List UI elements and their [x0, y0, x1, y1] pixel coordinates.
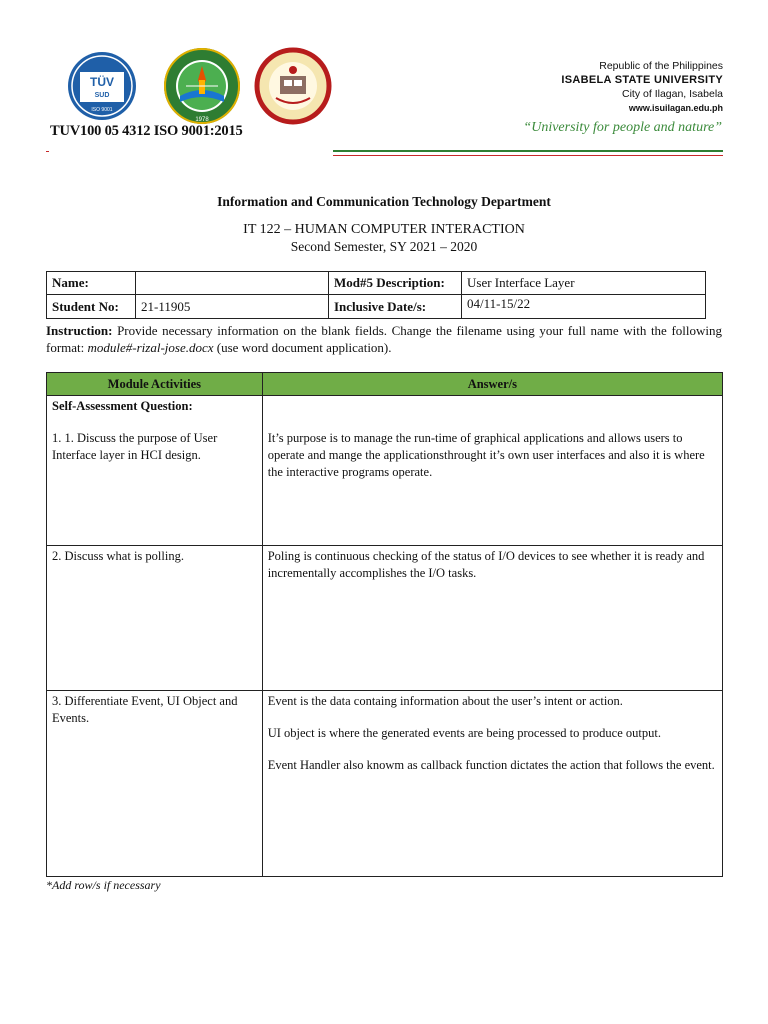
mod-description-label: Mod#5 Description: — [329, 272, 462, 295]
col-header-activities: Module Activities — [47, 373, 263, 396]
university-motto: “University for people and nature” — [523, 120, 722, 135]
question-2-text: 2. Discuss what is polling. — [52, 549, 184, 563]
header-divider-mark — [46, 151, 49, 152]
table-row — [47, 691, 723, 877]
inclusive-dates-label: Inclusive Date/s: — [329, 295, 462, 319]
answer-1-text: It’s purpose is to manage the run-time of graphical applications and allows users to operate and mange the applicationsthrought it’s own user interfaces and also it is where the interactive programs operate. — [267, 431, 705, 479]
module-activities-table — [46, 372, 723, 877]
self-assessment-label: Self-Assessment Question: — [52, 399, 193, 413]
svg-text:TÜV: TÜV — [90, 75, 114, 89]
instruction-tail: (use word document application). — [213, 340, 392, 355]
university-address-block — [561, 59, 723, 115]
student-info-table — [46, 271, 706, 319]
add-rows-note: *Add row/s if necessary — [46, 878, 161, 892]
answer-3-text-1: Event is the data containg information about the user’s intent or action. — [267, 694, 623, 708]
header-divider-red — [333, 155, 723, 156]
question-1-text: 1. 1. Discuss the purpose of User Interface layer in HCI design. — [52, 431, 218, 462]
college-seal-logo — [254, 46, 332, 126]
university-name: ISABELA STATE UNIVERSITY — [561, 74, 723, 86]
info-row-student — [47, 295, 706, 319]
certification-text: TUV100 05 4312 ISO 9001:2015 — [50, 123, 243, 139]
tuv-certification-logo — [66, 50, 138, 122]
answer-cell-3[interactable] — [262, 691, 722, 877]
country-line: Republic of the Philippines — [599, 60, 723, 72]
university-city: City of Ilagan, Isabela — [622, 88, 723, 100]
student-no-label: Student No: — [47, 295, 136, 319]
student-no-field[interactable]: 21-11905 — [136, 295, 329, 319]
instruction-paragraph — [46, 322, 722, 356]
answer-cell-1[interactable] — [262, 396, 722, 546]
answer-3-text-2: UI object is where the generated events are being processed to produce output. — [267, 726, 661, 740]
isu-seal-logo — [162, 46, 242, 126]
answer-3-text-3: Event Handler also knowm as callback function dictates the action that follows the event. — [267, 758, 715, 772]
inclusive-dates-field[interactable]: 04/11-15/22 — [462, 295, 706, 319]
mod-description-field[interactable]: User Interface Layer — [462, 272, 706, 295]
semester-line: Second Semester, SY 2021 – 2020 — [290, 239, 478, 254]
answer-cell-2[interactable] — [262, 546, 722, 691]
header-logos — [58, 44, 318, 124]
university-website-link[interactable]: www.isuilagan.edu.ph — [628, 103, 723, 113]
department-title: Information and Communication Technology Department — [217, 194, 551, 209]
svg-text:1978: 1978 — [195, 117, 209, 123]
name-field[interactable] — [136, 272, 329, 295]
answer-2-text: Poling is continuous checking of the status of I/O devices to see whether it is ready and incrementally accomplishes the I/O tasks. — [267, 549, 705, 580]
question-cell-1 — [47, 396, 263, 546]
instruction-filename: module#-rizal-jose.docx — [87, 340, 214, 355]
instruction-text: Provide necessary information on the blank fields. Change the filename using your full name with the following format: — [46, 323, 722, 355]
header-divider-green — [333, 150, 723, 152]
instruction-label: Instruction: — [46, 323, 113, 338]
table-row — [47, 396, 723, 546]
table-row — [47, 546, 723, 691]
question-cell-2 — [47, 546, 263, 691]
question-3-text: 3. Differentiate Event, UI Object and Events. — [52, 694, 238, 725]
info-row-name — [47, 272, 706, 295]
course-title: IT 122 – HUMAN COMPUTER INTERACTION — [243, 222, 525, 237]
col-header-answers: Answer/s — [262, 373, 722, 396]
svg-text:SUD: SUD — [94, 92, 110, 99]
activities-header-row — [47, 373, 723, 396]
question-cell-3 — [47, 691, 263, 877]
name-label: Name: — [47, 272, 136, 295]
svg-text:ISO 9001: ISO 9001 — [91, 107, 113, 113]
